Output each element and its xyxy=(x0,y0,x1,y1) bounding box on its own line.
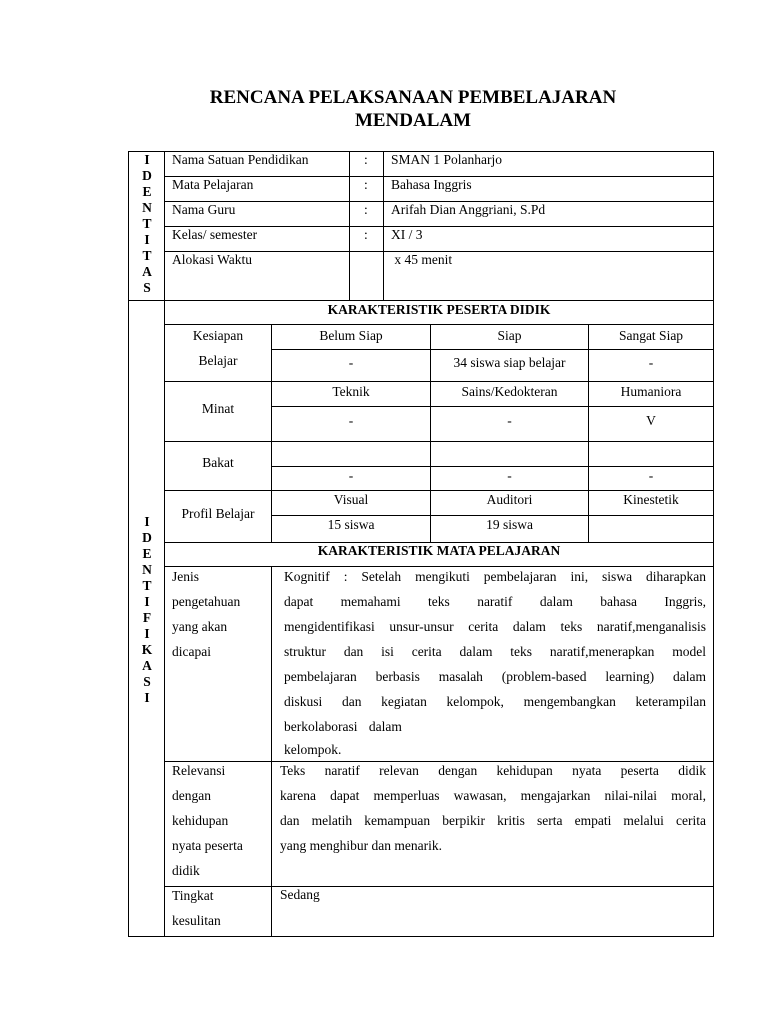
identitas-label: Nama Satuan Pendidikan xyxy=(172,152,309,167)
bakat-value: - xyxy=(507,468,512,483)
minat-value: V xyxy=(646,413,656,428)
minat-header: Teknik xyxy=(332,384,370,399)
jenis-content: Kognitif : Setelah mengikuti pembelajaran ini, siswa diharapkan dapat memahami teks naratif dalam bahasa Inggris, mengidentifikasi unsur-unsur cerita dalam teks naratif,menganalisis struktur dan isi cerita dalam teks naratif,menerapkan model pembelajaran berbasis masalah (problem-based learning) dalam diskusi dan kegiatan kelompok, mengembangkan keterampilan berkolaborasi dalam kelompok. xyxy=(284,569,706,757)
identitas-label: Kelas/ semester xyxy=(172,227,258,242)
document-title xyxy=(0,86,768,132)
identitas-value: SMAN 1 Polanharjo xyxy=(391,152,502,167)
title-line-2: MENDALAM xyxy=(354,110,472,131)
minat-value: - xyxy=(348,413,354,428)
karakteristik-mapel-heading: KARAKTERISTIK MATA PELAJARAN xyxy=(317,543,561,558)
identitas-sep: : xyxy=(364,177,368,192)
kesiapan-value: - xyxy=(648,355,654,370)
identitas-value: Bahasa Inggris xyxy=(391,177,472,192)
minat-header: Sains/Kedokteran xyxy=(461,384,558,399)
profil-header: Auditori xyxy=(486,492,533,507)
minat-value: - xyxy=(507,413,512,428)
kesiapan-header: Belum Siap xyxy=(319,328,383,343)
title-line-1: RENCANA PELAKSANAAN PEMBELAJARAN xyxy=(209,87,617,108)
kesiapan-value: - xyxy=(348,355,354,370)
profil-label: Profil Belajar xyxy=(181,506,255,521)
identitas-value: Arifah Dian Anggriani, S.Pd xyxy=(391,202,546,217)
relevansi-content: Teks naratif relevan dengan kehidupan nyata peserta didik karena dapat memperluas wawasan, mengajarkan nilai-nilai moral, dan melatih kemampuan berpikir kritis serta empati melalui cerita yang menghibur dan menarik. xyxy=(280,763,706,853)
minat-header: Humaniora xyxy=(620,384,682,399)
profil-value: 15 siswa xyxy=(327,517,375,532)
identitas-vertical-label: I D E N T I T A S xyxy=(142,152,152,295)
identitas-label: Nama Guru xyxy=(172,202,236,217)
identifikasi-vertical-label: I D E N T I F I K A S I xyxy=(141,514,153,705)
bakat-label: Bakat xyxy=(202,455,234,470)
karakteristik-peserta-heading: KARAKTERISTIK PESERTA DIDIK xyxy=(327,302,551,317)
jenis-label: Jenis pengetahuan yang akan dicapai xyxy=(172,569,241,659)
minat-label: Minat xyxy=(201,401,235,416)
kesiapan-header: Siap xyxy=(497,328,522,343)
kesiapan-header: Sangat Siap xyxy=(618,328,684,343)
tingkat-value: Sedang xyxy=(280,887,320,902)
identitas-label: Mata Pelajaran xyxy=(172,177,254,192)
profil-header: Visual xyxy=(333,492,369,507)
identitas-sep: : xyxy=(364,152,368,167)
profil-value: 19 siswa xyxy=(486,517,533,532)
identitas-label: Alokasi Waktu xyxy=(172,252,253,267)
identitas-value: XI / 3 xyxy=(391,227,423,242)
identitas-value: x 45 menit xyxy=(391,252,453,267)
identitas-sep: : xyxy=(364,202,368,217)
relevansi-label: Relevansi dengan kehidupan nyata peserta didik xyxy=(172,763,243,878)
bakat-value: - xyxy=(648,468,654,483)
bakat-value: - xyxy=(348,468,354,483)
kesiapan-label-2: Belajar xyxy=(198,353,238,368)
tingkat-label: Tingkat kesulitan xyxy=(172,888,221,928)
profil-header: Kinestetik xyxy=(623,492,679,507)
identitas-sep: : xyxy=(364,227,368,242)
kesiapan-label-1: Kesiapan xyxy=(192,328,244,343)
kesiapan-value: 34 siswa siap belajar xyxy=(453,355,566,370)
